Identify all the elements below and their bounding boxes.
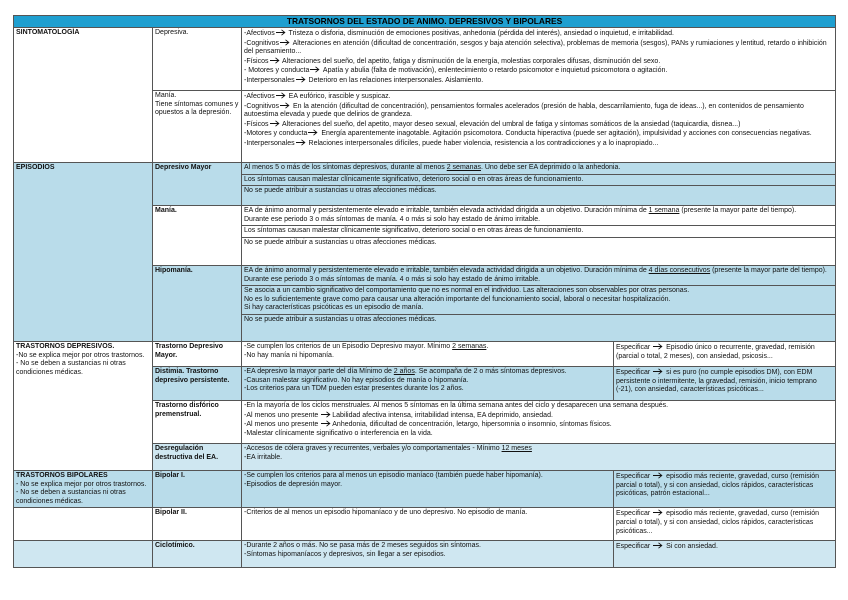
disforico-criteria: -En la mayoría de los ciclos menstruales. Al menos 5 síntomas en la última semana antes del ciclo y desaparecen una semana después. -Al menos uno presente Labilidad afectiva intensa, irritabilidad intensa, EA deprimido, ansiedad. -Al menos uno presente Anhedonia, dificultad de concentración, letargo, hipersomnia o insomnio, síntomas físicos. -Malestar clínicamente significativo o interferencia en la vida.: [242, 401, 836, 444]
tdm-criteria: -Se cumplen los criterios de un Episodio Depresivo mayor. Mínimo 2 semanas. -No hay manía ni hipomanía.: [242, 342, 614, 367]
depresiva-line: -Físicos Alteraciones del sueño, del apetito, fatiga y disminución de la energía, molestias corporales difusas, disminución del sexo.: [244, 57, 661, 65]
summary-sheet: [13, 15, 835, 568]
arrow-right-icon: [270, 57, 280, 64]
mania-sint-content: [242, 91, 836, 163]
bipolar2-specifier: Especificar episodio más reciente, gravedad, curso (remisión parcial o total), y si con ansiedad, ciclos rápidos, características psicóticas...: [614, 508, 836, 541]
episodio-mania-content: [242, 206, 836, 266]
arrow-right-icon: [310, 66, 320, 73]
bipolar1-row: [14, 471, 836, 508]
depresiva-line: -Cognitivos Alteraciones en atención (dificultad de concentración, sesgos y baja atención selectiva), problemas de memoria (sesgos), PANs y rumiaciones y lentitud, retardo o inhibición del pensamiento...: [244, 39, 827, 56]
distimia-criteria: -EA depresivo la mayor parte del día Mínimo de 2 años. Se acompaña de 2 o más síntomas depresivos. -Causan malestar significativo. No hay episodios de manía o hipomanía. -Los criterios para un TDM pueden estar presentes durante los 2 años.: [242, 367, 614, 401]
criterion: EA de ánimo anormal y persistentemente elevado e irritable, también elevada actividad dirigida a un objetivo. Duración mínima de 4 días consecutivos (presente la mayor parte del tiempo). Durante ese periodo 3 o más síntomas de manía. 4 o más si solo hay estado de ánimo irritable.: [244, 267, 827, 283]
depresiva-line: -Afectivos Tristeza o disforia, disminución de emociones positivas, anhedonia (pérdida del interés), ansiedad o inquietud, e irritabilidad.: [244, 30, 674, 37]
arrow-right-icon: [653, 509, 663, 516]
criterion: EA de ánimo anormal y persistentemente elevado e irritable, también elevada actividad dirigida a un objetivo. Duración mínima de 1 semana (presente la mayor parte del tiempo). Durante ese periodo 3 o más síntomas de manía. 4 o más si solo hay estado de ánimo irritable.: [244, 207, 797, 223]
bipolares-empty-cell: [14, 541, 153, 568]
summary-table: [13, 15, 836, 568]
arrow-right-icon: [280, 39, 290, 46]
criterion: Al menos 5 o más de los síntomas depresivos, durante al menos 2 semanas. Uno debe ser EA deprimido o la anhedonia.: [244, 164, 621, 171]
arrow-right-icon: [308, 129, 318, 136]
distimia-name: Distimia. Trastorno depresivo persistente.: [153, 367, 242, 401]
ciclotimico-row: [14, 541, 836, 568]
criterion: No se puede atribuir a sustancias u otras afecciones médicas.: [242, 314, 835, 325]
trastornos-depresivos-label: TRASTORNOS DEPRESIVOS. -No se explica mejor por otros trastornos. - No se deben a sustancias ni otras condiciones médicas.: [14, 342, 153, 471]
arrow-right-icon: [653, 542, 663, 549]
episodio-depresivo-content: [242, 163, 836, 206]
episodio-mania-name: Manía.: [153, 206, 242, 266]
mania-line: -Físicos Alteraciones del sueño, del apetito, mayor deseo sexual, elevación del umbral de fatiga y síntomas somáticos de la ansiedad (taquicardia, disnea...): [244, 120, 741, 128]
arrow-right-icon: [280, 102, 290, 109]
tdm-row: [14, 342, 836, 367]
desregulacion-criteria: -Accesos de cólera graves y recurrentes, verbales y/o comportamentales - Mínimo 12 meses -EA irritable.: [242, 444, 836, 471]
mania-sint-name: Manía. Tiene síntomas comunes y opuestos a la depresión.: [153, 91, 242, 163]
depresiva-content: [242, 28, 836, 91]
bipolar1-name: Bipolar I.: [153, 471, 242, 508]
depresiva-line: - Motores y conducta Apatía y abulia (falta de motivación), enlentecimiento o retardo psicomotor e inquietud psicomotora o agitación.: [244, 67, 668, 75]
arrow-right-icon: [296, 76, 306, 83]
tdm-specifier: Especificar Episodio único o recurrente, gravedad, remisión (parcial o total, 2 meses), con ansiedad, psicosis...: [614, 342, 836, 367]
criterion: Los síntomas causan malestar clínicamente significativo, deterioro social o en otras áreas de funcionamiento.: [242, 225, 835, 236]
bipolar2-name: Bipolar II.: [153, 508, 242, 541]
sintomatologia-label: SINTOMATOLOGÍA: [14, 28, 153, 163]
arrow-right-icon: [270, 120, 280, 127]
arrow-right-icon: [653, 472, 663, 479]
episodio-depresivo-name: Depresivo Mayor: [153, 163, 242, 206]
depresiva-line: -Interpersonales Deterioro en las relaciones interpersonales. Aislamiento.: [244, 76, 484, 84]
sintomatologia-depresiva-row: [14, 28, 836, 91]
mania-line: -Interpersonales Relaciones interpersonales difíciles, puede haber violencia, resistencia a los contradicciones y a lo inapropiado...: [244, 139, 659, 147]
arrow-right-icon: [653, 343, 663, 350]
episodios-label: EPISODIOS: [14, 163, 153, 342]
arrow-right-icon: [653, 368, 663, 375]
mania-line: -Cognitivos En la atención (dificultad de concentración), pensamientos formales acelerados (presión de habla, descarrilamiento, fuga de ideas...), en contenidos de pensamiento autoestima elevada y puede que delirios de grandeza.: [244, 102, 804, 119]
arrow-right-icon: [321, 420, 331, 427]
arrow-right-icon: [276, 92, 286, 99]
episodio-hipomania-name: Hipomanía.: [153, 266, 242, 342]
episodio-depresivo-row: [14, 163, 836, 206]
criterion: Se asocia a un cambio significativo del comportamiento que no es normal en el individuo. Las alteraciones son observables por otras personas. No es lo suficientemente grave como para causar una alteración importante del funcionamiento social, laboral o necesitar hospitalización. Si hay características psicóticas es un episodio de manía.: [242, 285, 835, 313]
trastornos-bipolares-label: TRASTORNOS BIPOLARES - No se explica mejor por otros trastornos. - No se deben a sustancias ni otras condiciones médicas.: [14, 471, 153, 508]
ciclotimico-criteria: -Durante 2 años o más. No se pasa más de 2 meses seguidos sin síntomas. -Síntomas hipomaníacos y depresivos, sin llegar a ser episodios.: [242, 541, 614, 568]
mania-line: -Afectivos EA eufórico, irascible y suspicaz.: [244, 93, 391, 100]
criterion: No se puede atribuir a sustancias u otras afecciones médicas.: [242, 237, 835, 248]
criterion: No se puede atribuir a sustancias u otras afecciones médicas.: [242, 185, 835, 196]
ciclotimico-name: Ciclotímico.: [153, 541, 242, 568]
depresiva-name: Depresiva.: [153, 28, 242, 91]
criterion: Los síntomas causan malestar clínicamente significativo, deterioro social o en otras áreas de funcionamiento.: [242, 174, 835, 185]
bipolar2-criteria: -Criterios de al menos un episodio hipomaníaco y de uno depresivo. No episodio de manía.: [242, 508, 614, 541]
arrow-right-icon: [321, 411, 331, 418]
page-title: TRATSORNOS DEL ESTADO DE ANIMO. DEPRESIVOS Y BIPOLARES: [14, 16, 836, 28]
episodio-hipomania-content: [242, 266, 836, 342]
title-row: [14, 16, 836, 28]
tdm-name: Trastorno Depresivo Mayor.: [153, 342, 242, 367]
desregulacion-name: Desregulación destructiva del EA.: [153, 444, 242, 471]
mania-line: -Motores y conducta Energía aparentemente inagotable. Agitación psicomotora. Conducta hiperactiva (puede ser agitación), impulsividad y acciones con consecuencias negativas.: [244, 130, 812, 138]
disforico-name: Trastorno disfórico premenstrual.: [153, 401, 242, 444]
distimia-specifier: Especificar si es puro (no cumple episodios DM), con EDM persistente o intermitente, la gravedad, remisión, inicio temprano (-21), con ansiedad, características psicóticas...: [614, 367, 836, 401]
bipolar2-row: [14, 508, 836, 541]
arrow-right-icon: [276, 29, 286, 36]
ciclotimico-specifier: Especificar Si con ansiedad.: [614, 541, 836, 568]
arrow-right-icon: [296, 139, 306, 146]
bipolares-empty-cell: [14, 508, 153, 541]
bipolar1-specifier: Especificar episodio más reciente, gravedad, curso (remisión parcial o total), y si con ansiedad, ciclos rápidos, características psicóticas, patrón estacional...: [614, 471, 836, 508]
bipolar1-criteria: -Se cumplen los criterios para al menos un episodio maníaco (también puede haber hipomanía). -Episodios de depresión mayor.: [242, 471, 614, 508]
